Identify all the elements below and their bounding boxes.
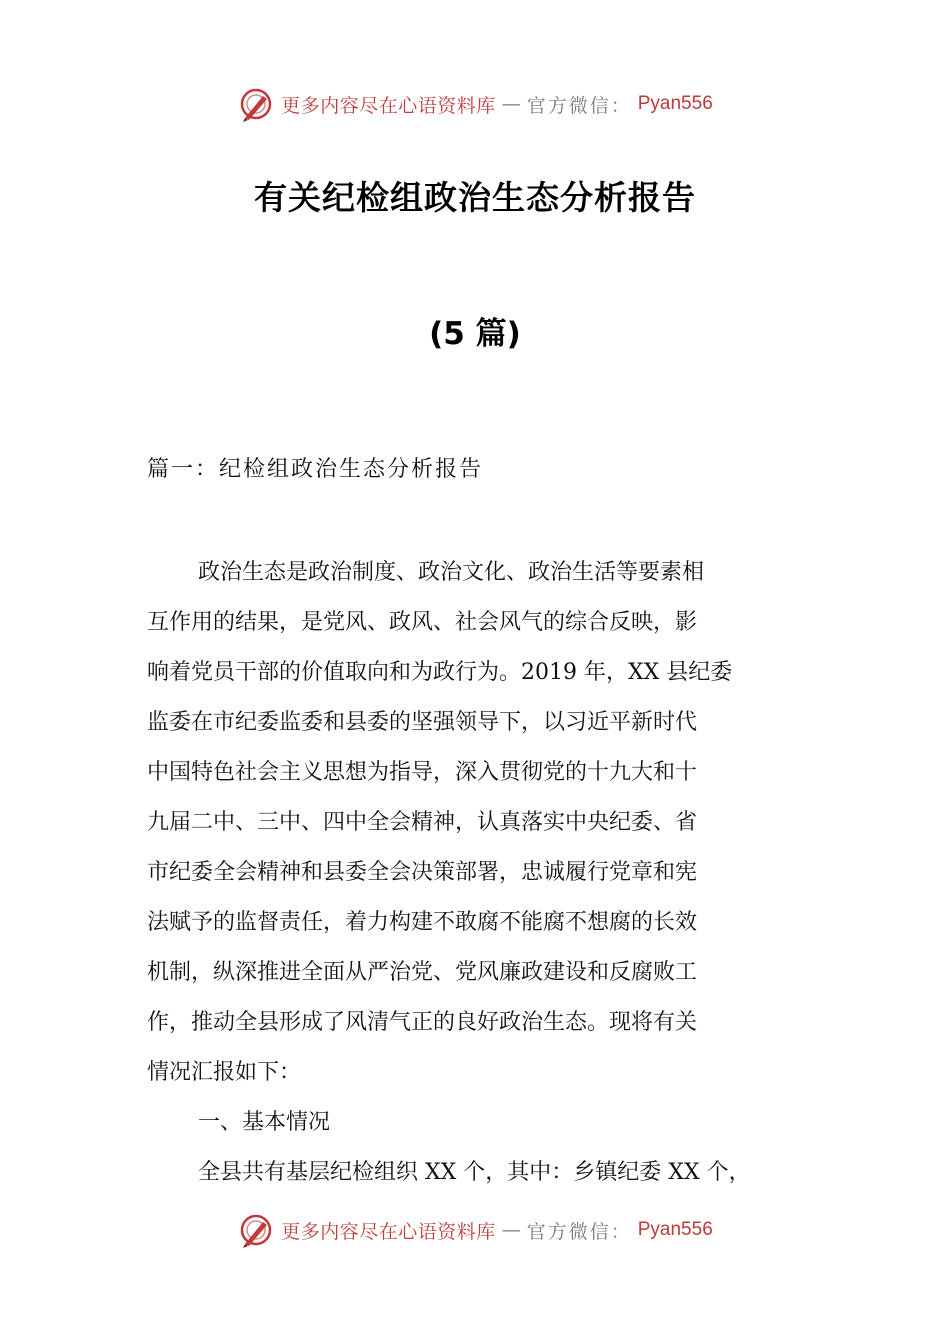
banner-wechat-id: Pyan556 [637, 93, 713, 114]
body-line: 全县共有基层纪检组织 XX 个，其中：乡镇纪委 XX 个， [198, 1160, 751, 1185]
body-line: 监委在市纪委监委和县委的坚强领导下，以习近平新时代 [147, 710, 698, 735]
banner-wechat-id: Pyan556 [637, 1219, 713, 1240]
body-line: 响着党员干部的价值取向和为政行为。2019 年，XX 县纪委 [147, 660, 733, 685]
banner-main-text: 更多内容尽在心语资料库 [281, 1220, 496, 1243]
footer-banner [0, 1208, 950, 1252]
banner-separator: — [501, 93, 521, 115]
body-line: 情况汇报如下： [147, 1060, 302, 1085]
section-heading: 篇一：纪检组政治生态分析报告 [147, 457, 484, 482]
pen-circle-logo-icon [237, 1211, 275, 1249]
document-title: 有关纪检组政治生态分析报告 [254, 178, 696, 217]
body-line: 九届二中、三中、四中全会精神，认真落实中央纪委、省 [147, 810, 698, 835]
body-line: 一、基本情况 [198, 1110, 331, 1135]
banner-separator: — [501, 1219, 521, 1241]
body-line: 市纪委全会精神和县委全会决策部署，忠诚履行党章和宪 [147, 860, 698, 885]
banner-wechat-label: 官方微信： [526, 1220, 632, 1243]
body-line: 中国特色社会主义思想为指导，深入贯彻党的十九大和十 [147, 760, 698, 785]
header-banner [0, 82, 950, 126]
body-text [147, 548, 807, 1198]
banner-main-text: 更多内容尽在心语资料库 [281, 94, 496, 117]
banner-wechat-label: 官方微信： [526, 94, 632, 117]
document-subtitle: (5 篇) [429, 316, 521, 352]
pen-circle-logo-icon [237, 85, 275, 123]
body-line: 机制，纵深推进全面从严治党、党风廉政建设和反腐败工 [147, 960, 698, 985]
body-line: 互作用的结果，是党风、政风、社会风气的综合反映，影 [147, 610, 698, 635]
body-line: 作，推动全县形成了风清气正的良好政治生态。现将有关 [147, 1010, 698, 1035]
body-line: 法赋予的监督责任，着力构建不敢腐不能腐不想腐的长效 [147, 910, 698, 935]
body-line: 政治生态是政治制度、政治文化、政治生活等要素相 [198, 560, 705, 585]
